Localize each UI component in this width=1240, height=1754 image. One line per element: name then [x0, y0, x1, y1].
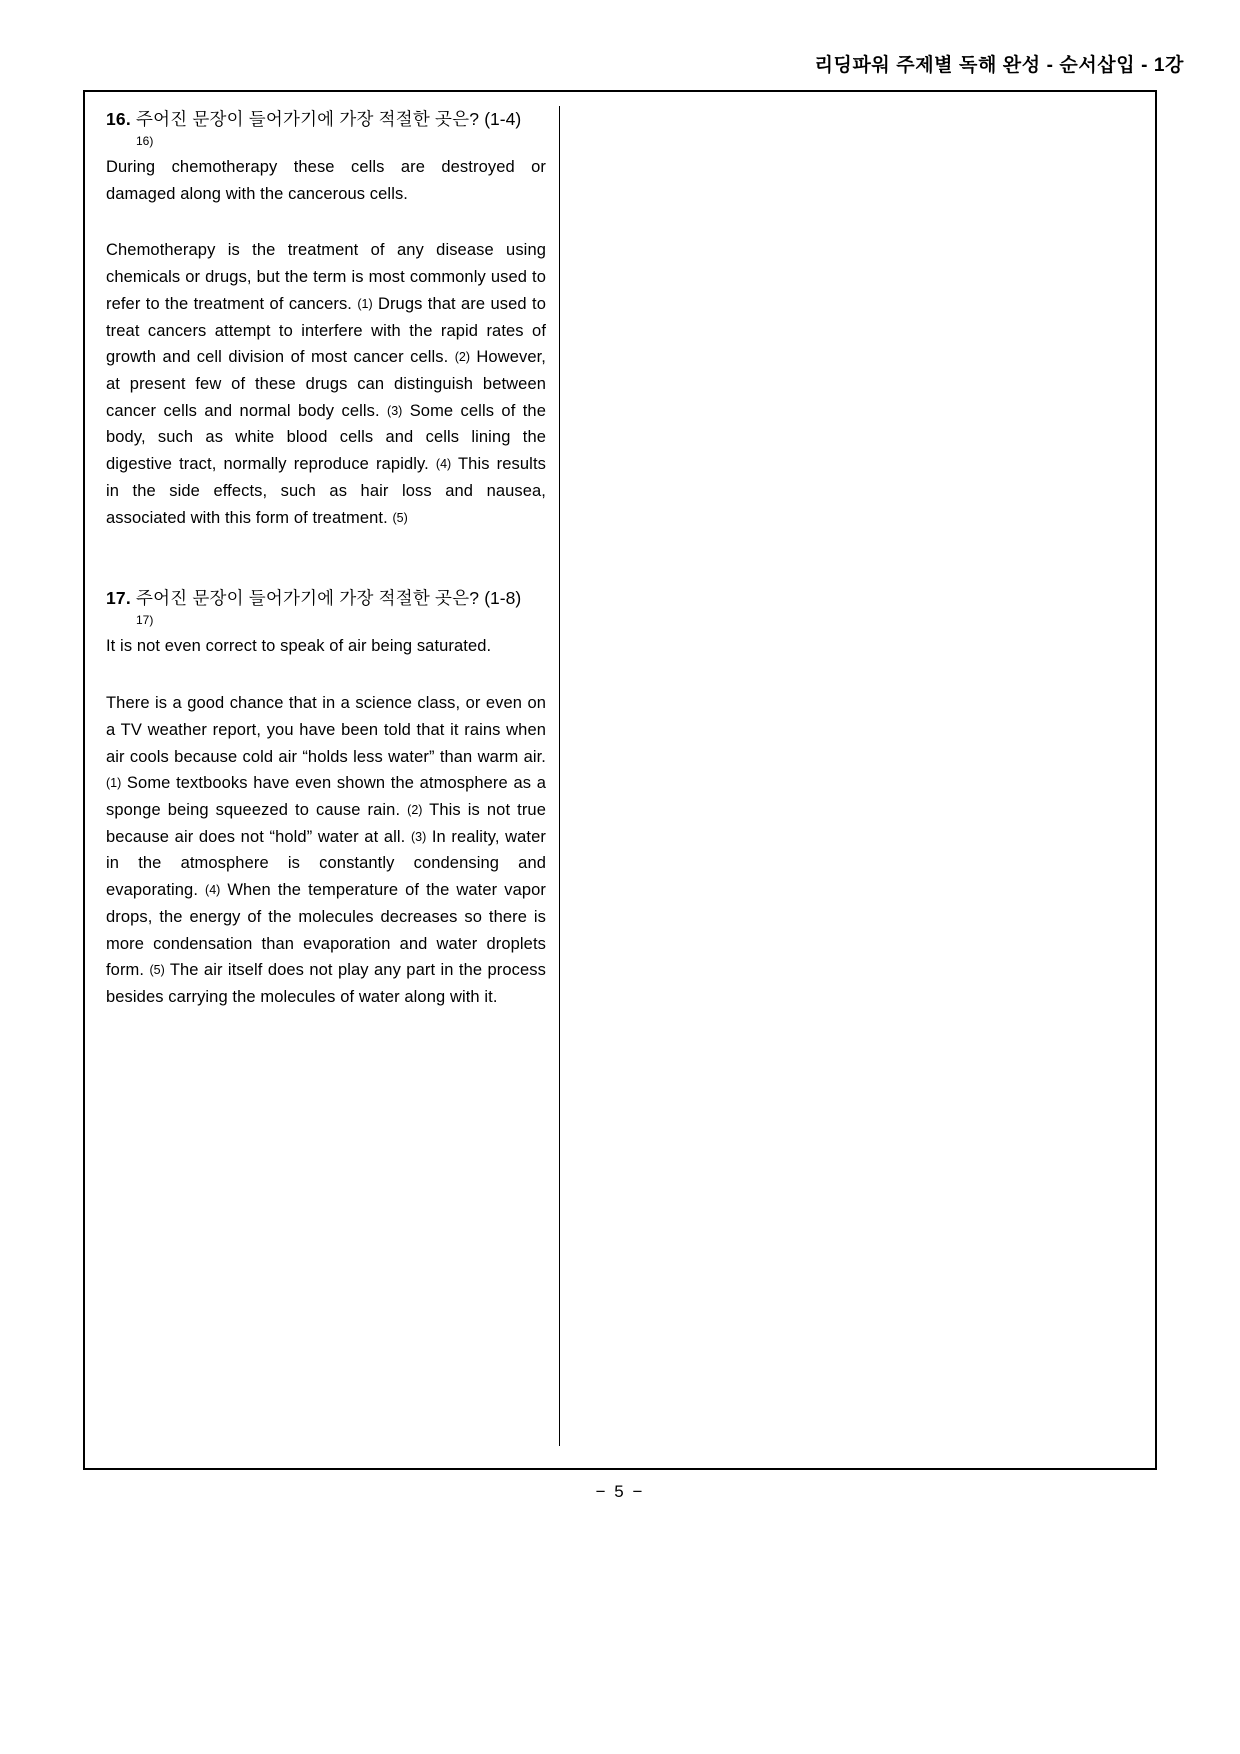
given-sentence: During chemotherapy these cells are destroyed or damaged along with the cancerous cells.	[106, 158, 546, 203]
question-footnote: 16)	[136, 133, 154, 148]
question-number: 16.	[106, 109, 131, 129]
passage-run: This is not true because air does not “hold” water at all.	[106, 800, 546, 846]
left-column	[106, 108, 546, 1017]
insertion-marker: (1)	[357, 296, 373, 311]
insertion-marker: (3)	[410, 829, 427, 844]
passage-run: Drugs that are used to treat cancers attempt to interfere with the rapid rates of growth and cell division of most cancer cells.	[106, 294, 546, 367]
insertion-marker: (2)	[454, 350, 470, 365]
insertion-marker: (5)	[392, 510, 408, 525]
passage-run: Some cells of the body, such as white blood cells and cells lining the digestive tract, normally reproduce rapidly.	[106, 401, 546, 474]
passage-run: In reality, water in the atmosphere is constantly condensing and evaporating.	[106, 827, 546, 900]
question-range: (1-4)	[484, 109, 522, 129]
question-range: (1-8)	[484, 588, 522, 609]
insertion-marker: (4)	[205, 883, 221, 898]
question-prompt: 주어진 문장이 들어가기에 가장 적절한 곳은?	[136, 109, 480, 129]
passage-run: The air itself does not play any part in the process besides carrying the molecules of water along with it.	[106, 961, 546, 1006]
passage-run: Chemotherapy is the treatment of any disease using chemicals or drugs, but the term is most commonly used to refer to the treatment of cancers.	[106, 241, 546, 313]
column-divider	[559, 106, 560, 1446]
question-prompt: 주어진 문장이 들어가기에 가장 적절한 곳은?	[136, 588, 480, 609]
page-number: − 5 −	[595, 1482, 645, 1501]
given-sentence: It is not even correct to speak of air being saturated.	[106, 637, 492, 656]
passage-run: There is a good chance that in a science class, or even on a TV weather report, you have been told that it rains when air cools because cold air “holds less water” than warm air.	[106, 694, 546, 766]
question-number: 17.	[106, 588, 131, 609]
page-header: 리딩파워 주제별 독해 완성 - 순서삽입 - 1강	[814, 55, 1184, 76]
insertion-marker: (2)	[407, 802, 423, 817]
content-frame	[83, 90, 1157, 1470]
passage-run: However, at present few of these drugs can distinguish between cancer cells and normal body cells.	[106, 348, 546, 420]
question-block	[106, 587, 546, 1010]
question-title	[106, 108, 546, 132]
insertion-marker: (5)	[149, 963, 165, 978]
passage-run: Some textbooks have even shown the atmosphere as a sponge being squeezed to cause rain.	[106, 774, 546, 819]
question-block	[106, 108, 546, 531]
passage-run: When the temperature of the water vapor drops, the energy of the molecules decreases so there is more condensation than evaporation and water droplets form.	[106, 881, 546, 980]
passage-run: This results in the side effects, such as hair loss and nausea, associated with this form of treatment.	[106, 455, 546, 527]
question-footnote: 17)	[136, 612, 154, 627]
insertion-marker: (4)	[435, 457, 452, 472]
passage-text	[106, 237, 546, 531]
question-title	[106, 587, 546, 611]
insertion-marker: (1)	[106, 776, 122, 791]
insertion-marker: (3)	[387, 403, 403, 418]
right-column-blank-area	[577, 108, 1137, 1448]
passage-text	[106, 690, 546, 1011]
